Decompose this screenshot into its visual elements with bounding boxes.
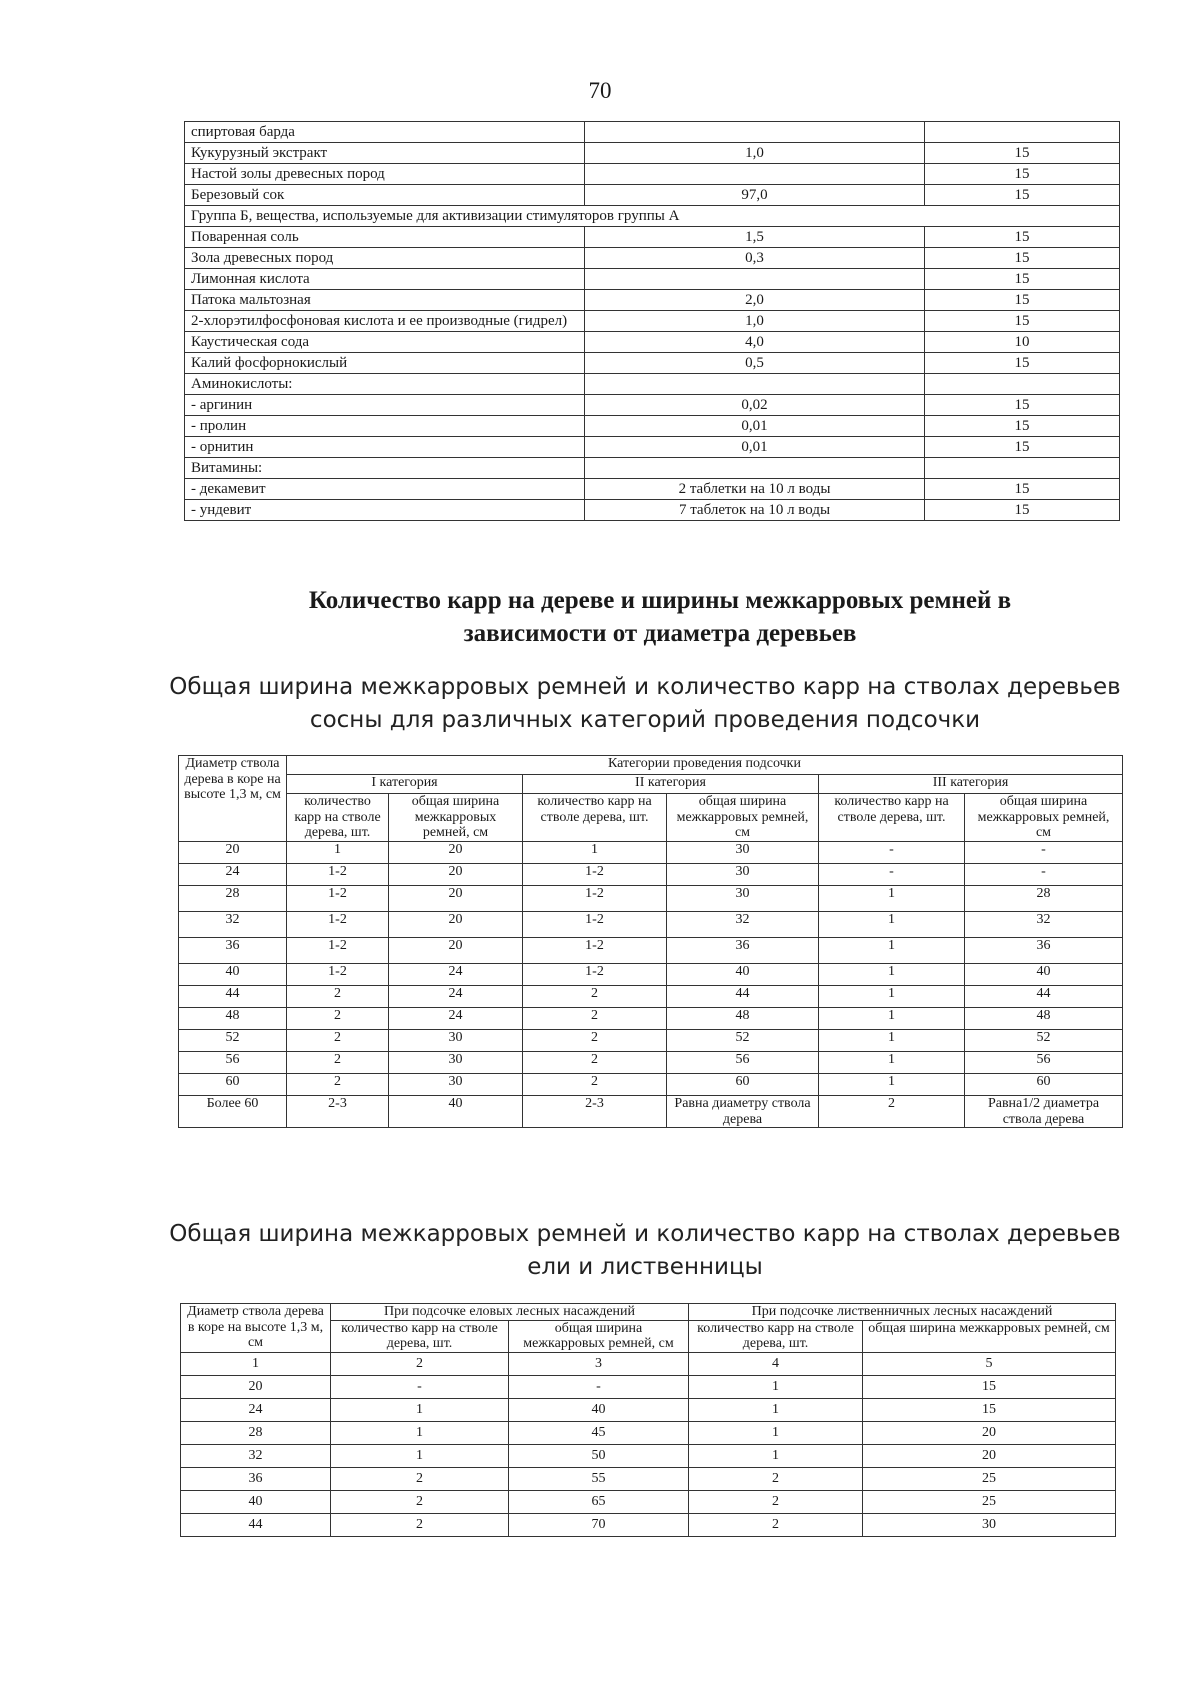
table-row: [185, 206, 1120, 227]
concentration: 0,3: [585, 248, 925, 269]
cat2-count-cell: 2: [523, 1074, 667, 1096]
cat2-count-cell: 1-2: [523, 938, 667, 964]
larch-width-cell: 25: [863, 1491, 1116, 1514]
days: 15: [925, 290, 1120, 311]
table-row: [185, 395, 1120, 416]
table-row: [185, 185, 1120, 206]
days: [925, 122, 1120, 143]
cat1-count-cell: 2: [287, 1074, 389, 1096]
substance-name: Аминокислоты:: [185, 374, 585, 395]
cat2-count-cell: 1-2: [523, 864, 667, 886]
cat2-width-cell: 40: [667, 964, 819, 986]
width-header: общая ширина межкарровых ремней, см: [965, 794, 1123, 842]
days: 15: [925, 164, 1120, 185]
cat3-count-cell: -: [819, 864, 965, 886]
cat2-count-cell: 1-2: [523, 886, 667, 912]
table-row: [185, 353, 1120, 374]
days: 10: [925, 332, 1120, 353]
cat2-width-cell: 36: [667, 938, 819, 964]
cat2-count-cell: 2: [523, 1052, 667, 1074]
substance-name: - аргинин: [185, 395, 585, 416]
spruce-width-cell: 45: [509, 1422, 689, 1445]
cat3-width-cell: 36: [965, 938, 1123, 964]
concentration: [585, 458, 925, 479]
diameter-cell: 32: [181, 1445, 331, 1468]
cat3-width-cell: 40: [965, 964, 1123, 986]
cat2-width-cell: 48: [667, 1008, 819, 1030]
diameter-cell: 24: [179, 864, 287, 886]
spruce-count-cell: -: [331, 1376, 509, 1399]
diameter-cell: 48: [179, 1008, 287, 1030]
cat2-width-cell: 44: [667, 986, 819, 1008]
concentration: 0,5: [585, 353, 925, 374]
cat2-width-cell: 30: [667, 864, 819, 886]
table-row: [185, 269, 1120, 290]
table-row: [179, 1096, 1123, 1128]
cat2-count-cell: 2-3: [523, 1096, 667, 1128]
cat3-width-cell: Равна1/2 диаметра ствола дерева: [965, 1096, 1123, 1128]
table-row: [181, 1376, 1116, 1399]
spruce-width-cell: 3: [509, 1353, 689, 1376]
concentration: 1,0: [585, 311, 925, 332]
substance-name: Каустическая сода: [185, 332, 585, 353]
substance-name: Поваренная соль: [185, 227, 585, 248]
spruce-count-cell: 1: [331, 1399, 509, 1422]
cat1-count-cell: 2: [287, 1052, 389, 1074]
cat2-width-cell: Равна диаметру ствола дерева: [667, 1096, 819, 1128]
table-row: [179, 912, 1123, 938]
table-row: [185, 311, 1120, 332]
cat1-count-cell: 1-2: [287, 964, 389, 986]
substance-name: Калий фосфорнокислый: [185, 353, 585, 374]
category-2-header: II категория: [523, 775, 819, 794]
spruce-count-cell: 1: [331, 1422, 509, 1445]
larch-count-cell: 2: [689, 1514, 863, 1537]
diameter-cell: 40: [181, 1491, 331, 1514]
days: [925, 458, 1120, 479]
spruce-larch-table: [180, 1303, 1116, 1537]
concentration: 0,01: [585, 416, 925, 437]
concentration: 0,02: [585, 395, 925, 416]
cat2-count-cell: 2: [523, 1030, 667, 1052]
days: 15: [925, 395, 1120, 416]
cat1-count-cell: 1-2: [287, 912, 389, 938]
cat2-width-cell: 60: [667, 1074, 819, 1096]
concentration: [585, 122, 925, 143]
table-row: [185, 416, 1120, 437]
cat2-width-cell: 56: [667, 1052, 819, 1074]
diameter-cell: 28: [181, 1422, 331, 1445]
cat3-count-cell: -: [819, 842, 965, 864]
larch-count-cell: 4: [689, 1353, 863, 1376]
diameter-cell: 1: [181, 1353, 331, 1376]
pine-table-title: Общая ширина межкарровых ремней и количество карр на стволах деревьев сосны для различных категорий проведения подсочки: [169, 674, 1121, 734]
category-3-header: III категория: [819, 775, 1123, 794]
substance-name: - пролин: [185, 416, 585, 437]
days: 15: [925, 500, 1120, 521]
spruce-width-cell: 70: [509, 1514, 689, 1537]
cat3-count-cell: 1: [819, 1008, 965, 1030]
group-heading: Группа Б, вещества, используемые для активизации стимуляторов группы А: [185, 206, 1120, 227]
substance-name: Зола древесных пород: [185, 248, 585, 269]
larch-width-cell: 5: [863, 1353, 1116, 1376]
cat2-count-cell: 1-2: [523, 964, 667, 986]
table-row: [185, 374, 1120, 395]
cat3-count-cell: 2: [819, 1096, 965, 1128]
spruce-count-cell: 1: [331, 1445, 509, 1468]
cat2-width-cell: 30: [667, 886, 819, 912]
col-categories-header: Категории проведения подсочки: [287, 756, 1123, 775]
table-row: [181, 1514, 1116, 1537]
days: 15: [925, 143, 1120, 164]
spruce-width-cell: 65: [509, 1491, 689, 1514]
table-row: [179, 886, 1123, 912]
table-row: [181, 1445, 1116, 1468]
cat3-width-cell: -: [965, 864, 1123, 886]
count-header: количество карр на стволе дерева, шт.: [523, 794, 667, 842]
days: 15: [925, 353, 1120, 374]
cat1-width-cell: 20: [389, 886, 523, 912]
days: 15: [925, 311, 1120, 332]
cat3-count-cell: 1: [819, 1030, 965, 1052]
substance-name: Настой золы древесных пород: [185, 164, 585, 185]
count-header: количество карр на стволе дерева, шт.: [331, 1320, 509, 1352]
diameter-cell: Более 60: [179, 1096, 287, 1128]
cat2-count-cell: 2: [523, 1008, 667, 1030]
spruce-width-cell: 50: [509, 1445, 689, 1468]
larch-group-header: При подсочке лиственничных лесных насаждений: [689, 1304, 1116, 1321]
spruce-width-cell: -: [509, 1376, 689, 1399]
concentration: [585, 164, 925, 185]
diameter-cell: 32: [179, 912, 287, 938]
substance-name: - ундевит: [185, 500, 585, 521]
table-row: [181, 1491, 1116, 1514]
diameter-cell: 28: [179, 886, 287, 912]
table-row: [185, 458, 1120, 479]
cat2-count-cell: 2: [523, 986, 667, 1008]
width-header: общая ширина межкарровых ремней, см: [863, 1320, 1116, 1352]
table-row: [185, 227, 1120, 248]
table-row: [179, 964, 1123, 986]
cat3-count-cell: 1: [819, 964, 965, 986]
cat1-width-cell: 30: [389, 1074, 523, 1096]
cat3-width-cell: 28: [965, 886, 1123, 912]
larch-count-cell: 1: [689, 1445, 863, 1468]
cat2-count-cell: 1: [523, 842, 667, 864]
cat1-count-cell: 1-2: [287, 886, 389, 912]
concentration: [585, 269, 925, 290]
cat3-width-cell: 32: [965, 912, 1123, 938]
cat3-width-cell: 60: [965, 1074, 1123, 1096]
table-row: [185, 122, 1120, 143]
cat1-width-cell: 24: [389, 964, 523, 986]
larch-width-cell: 30: [863, 1514, 1116, 1537]
table-row: [185, 248, 1120, 269]
diameter-cell: 20: [181, 1376, 331, 1399]
substance-name: Витамины:: [185, 458, 585, 479]
count-header: количество карр на стволе дерева, шт.: [287, 794, 389, 842]
cat3-count-cell: 1: [819, 912, 965, 938]
substance-name: 2-хлорэтилфосфоновая кислота и ее производные (гидрел): [185, 311, 585, 332]
spruce-width-cell: 40: [509, 1399, 689, 1422]
cat3-count-cell: 1: [819, 886, 965, 912]
table-row: [179, 938, 1123, 964]
larch-width-cell: 20: [863, 1445, 1116, 1468]
cat2-width-cell: 30: [667, 842, 819, 864]
cat1-width-cell: 20: [389, 842, 523, 864]
cat1-width-cell: 30: [389, 1052, 523, 1074]
cat3-count-cell: 1: [819, 938, 965, 964]
cat1-count-cell: 1: [287, 842, 389, 864]
cat2-width-cell: 32: [667, 912, 819, 938]
concentration: 7 таблеток на 10 л воды: [585, 500, 925, 521]
larch-count-cell: 2: [689, 1468, 863, 1491]
width-header: общая ширина межкарровых ремней, см: [667, 794, 819, 842]
stimulants-table: [184, 121, 1120, 521]
concentration: 1,5: [585, 227, 925, 248]
diameter-cell: 36: [181, 1468, 331, 1491]
cat1-width-cell: 20: [389, 938, 523, 964]
spruce-width-cell: 55: [509, 1468, 689, 1491]
larch-count-cell: 1: [689, 1376, 863, 1399]
pine-tapping-table: [178, 755, 1123, 1128]
days: [925, 374, 1120, 395]
diameter-cell: 60: [179, 1074, 287, 1096]
col-diameter-header: Диаметр ствола дерева в коре на высоте 1,3 м, см: [181, 1304, 331, 1353]
larch-width-cell: 15: [863, 1376, 1116, 1399]
concentration: 1,0: [585, 143, 925, 164]
cat1-count-cell: 2: [287, 986, 389, 1008]
days: 15: [925, 416, 1120, 437]
days: 15: [925, 269, 1120, 290]
days: 15: [925, 437, 1120, 458]
category-1-header: I категория: [287, 775, 523, 794]
concentration: 0,01: [585, 437, 925, 458]
table-row: [179, 1052, 1123, 1074]
cat3-width-cell: 56: [965, 1052, 1123, 1074]
substance-name: - декамевит: [185, 479, 585, 500]
spruce-group-header: При подсочке еловых лесных насаждений: [331, 1304, 689, 1321]
diameter-cell: 56: [179, 1052, 287, 1074]
larch-width-cell: 20: [863, 1422, 1116, 1445]
section-title: Количество карр на дереве и ширины межкарровых ремней в зависимости от диаметра деревьев: [308, 587, 1012, 647]
table-row: [179, 1008, 1123, 1030]
col-diameter-header: Диаметр ствола дерева в коре на высоте 1,3 м, см: [179, 756, 287, 842]
spruce-count-cell: 2: [331, 1514, 509, 1537]
width-header: общая ширина межкарровых ремней, см: [389, 794, 523, 842]
cat3-count-cell: 1: [819, 986, 965, 1008]
cat3-count-cell: 1: [819, 1074, 965, 1096]
table-row: [179, 1074, 1123, 1096]
substance-name: Патока мальтозная: [185, 290, 585, 311]
cat1-count-cell: 1-2: [287, 864, 389, 886]
cat1-count-cell: 1-2: [287, 938, 389, 964]
cat1-width-cell: 20: [389, 864, 523, 886]
diameter-cell: 36: [179, 938, 287, 964]
cat1-width-cell: 24: [389, 1008, 523, 1030]
cat1-width-cell: 40: [389, 1096, 523, 1128]
table-row: [185, 164, 1120, 185]
table-row: [185, 290, 1120, 311]
table-row: [185, 437, 1120, 458]
table-row: [185, 143, 1120, 164]
cat3-width-cell: 52: [965, 1030, 1123, 1052]
larch-width-cell: 25: [863, 1468, 1116, 1491]
concentration: 97,0: [585, 185, 925, 206]
substance-name: спиртовая барда: [185, 122, 585, 143]
diameter-cell: 24: [181, 1399, 331, 1422]
larch-count-cell: 1: [689, 1399, 863, 1422]
diameter-cell: 44: [179, 986, 287, 1008]
cat3-count-cell: 1: [819, 1052, 965, 1074]
cat3-width-cell: 48: [965, 1008, 1123, 1030]
table-row: [185, 332, 1120, 353]
diameter-cell: 40: [179, 964, 287, 986]
table-row: [179, 986, 1123, 1008]
count-header: количество карр на стволе дерева, шт.: [689, 1320, 863, 1352]
days: 15: [925, 248, 1120, 269]
days: 15: [925, 227, 1120, 248]
concentration: 2 таблетки на 10 л воды: [585, 479, 925, 500]
spruce-count-cell: 2: [331, 1491, 509, 1514]
diameter-cell: 44: [181, 1514, 331, 1537]
count-header: количество карр на стволе дерева, шт.: [819, 794, 965, 842]
width-header: общая ширина межкарровых ремней, см: [509, 1320, 689, 1352]
cat1-width-cell: 20: [389, 912, 523, 938]
table-row: [181, 1399, 1116, 1422]
cat1-count-cell: 2-3: [287, 1096, 389, 1128]
cat3-width-cell: -: [965, 842, 1123, 864]
larch-count-cell: 2: [689, 1491, 863, 1514]
cat2-count-cell: 1-2: [523, 912, 667, 938]
spruce-count-cell: 2: [331, 1353, 509, 1376]
spruce-larch-table-title: Общая ширина межкарровых ремней и количество карр на стволах деревьев ели и лиственницы: [169, 1221, 1121, 1281]
table-row: [181, 1353, 1116, 1376]
concentration: 4,0: [585, 332, 925, 353]
days: 15: [925, 479, 1120, 500]
page-number: 70: [588, 78, 612, 103]
table-row: [185, 479, 1120, 500]
table-row: [179, 864, 1123, 886]
substance-name: Березовый сок: [185, 185, 585, 206]
table-row: [179, 1030, 1123, 1052]
larch-width-cell: 15: [863, 1399, 1116, 1422]
substance-name: Кукурузный экстракт: [185, 143, 585, 164]
table-row: [185, 500, 1120, 521]
spruce-count-cell: 2: [331, 1468, 509, 1491]
days: 15: [925, 185, 1120, 206]
diameter-cell: 20: [179, 842, 287, 864]
diameter-cell: 52: [179, 1030, 287, 1052]
concentration: [585, 374, 925, 395]
cat1-width-cell: 24: [389, 986, 523, 1008]
cat1-width-cell: 30: [389, 1030, 523, 1052]
cat1-count-cell: 2: [287, 1008, 389, 1030]
table-row: [181, 1468, 1116, 1491]
cat3-width-cell: 44: [965, 986, 1123, 1008]
larch-count-cell: 1: [689, 1422, 863, 1445]
table-row: [181, 1422, 1116, 1445]
cat2-width-cell: 52: [667, 1030, 819, 1052]
cat1-count-cell: 2: [287, 1030, 389, 1052]
table-row: [179, 842, 1123, 864]
substance-name: Лимонная кислота: [185, 269, 585, 290]
substance-name: - орнитин: [185, 437, 585, 458]
concentration: 2,0: [585, 290, 925, 311]
